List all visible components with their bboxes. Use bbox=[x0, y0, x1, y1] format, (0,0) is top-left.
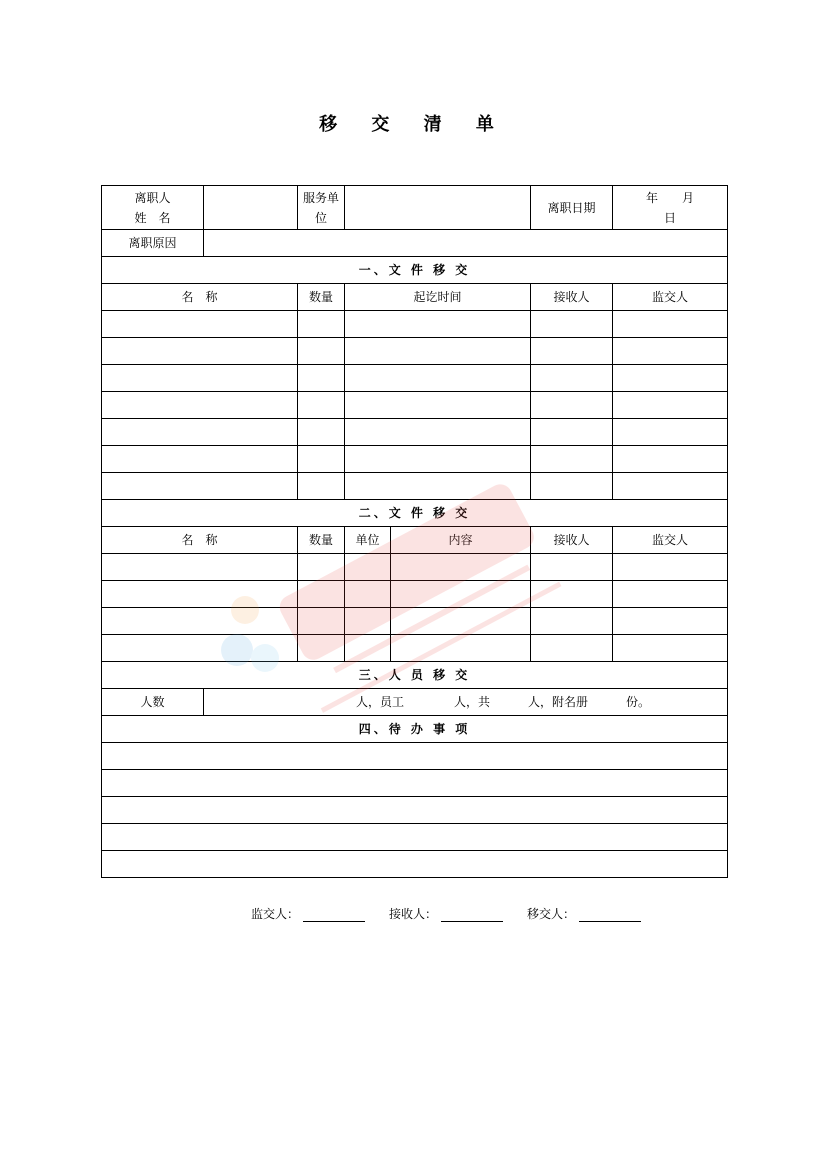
table-row bbox=[102, 338, 728, 365]
s2-cell[interactable] bbox=[613, 581, 728, 608]
todo-cell[interactable] bbox=[102, 743, 728, 770]
s2-col-content: 内容 bbox=[391, 527, 531, 554]
receiver-label: 接收人： bbox=[389, 907, 438, 921]
transferrer-label: 移交人： bbox=[527, 907, 576, 921]
s1-cell[interactable] bbox=[298, 392, 345, 419]
s1-cell[interactable] bbox=[102, 392, 298, 419]
s1-cell[interactable] bbox=[613, 338, 728, 365]
section1-title: 一、文 件 移 交 bbox=[102, 257, 728, 284]
table-row bbox=[102, 581, 728, 608]
table-row bbox=[102, 365, 728, 392]
s2-cell[interactable] bbox=[345, 581, 391, 608]
people-text-4: 份。 bbox=[626, 695, 651, 709]
page-title: 移 交 清 单 bbox=[319, 114, 508, 135]
s1-cell[interactable] bbox=[102, 311, 298, 338]
table-row bbox=[102, 419, 728, 446]
section4-title: 四、待 办 事 项 bbox=[102, 716, 728, 743]
s1-cell[interactable] bbox=[102, 446, 298, 473]
s1-cell[interactable] bbox=[298, 419, 345, 446]
s1-cell[interactable] bbox=[531, 338, 613, 365]
section2-title: 二、文 件 移 交 bbox=[102, 500, 728, 527]
s1-cell[interactable] bbox=[298, 365, 345, 392]
supervisor-line bbox=[303, 909, 365, 922]
s2-col-name: 名 称 bbox=[102, 527, 298, 554]
s1-cell[interactable] bbox=[613, 446, 728, 473]
name-label-2: 姓 名 bbox=[134, 210, 171, 225]
people-text-2: 人，共 bbox=[453, 695, 490, 709]
s1-cell[interactable] bbox=[531, 419, 613, 446]
s1-cell[interactable] bbox=[613, 473, 728, 500]
s2-cell[interactable] bbox=[613, 635, 728, 662]
table-row bbox=[102, 392, 728, 419]
section1-title-row bbox=[102, 257, 728, 284]
s1-cell[interactable] bbox=[345, 338, 531, 365]
table-row bbox=[102, 608, 728, 635]
transfer-form bbox=[101, 185, 728, 878]
todo-cell[interactable] bbox=[102, 851, 728, 878]
s2-col-qty: 数量 bbox=[298, 527, 345, 554]
s2-cell[interactable] bbox=[345, 635, 391, 662]
s1-cell[interactable] bbox=[102, 473, 298, 500]
s2-cell[interactable] bbox=[102, 554, 298, 581]
unit-label-1: 服务单 bbox=[302, 190, 339, 205]
s2-cell[interactable] bbox=[391, 635, 531, 662]
s1-cell[interactable] bbox=[613, 419, 728, 446]
name-label-1: 离职人 bbox=[134, 190, 171, 205]
s1-col-receiver: 接收人 bbox=[531, 284, 613, 311]
name-value-cell[interactable] bbox=[204, 186, 298, 230]
s2-cell[interactable] bbox=[298, 608, 345, 635]
s1-cell[interactable] bbox=[531, 311, 613, 338]
s2-cell[interactable] bbox=[531, 608, 613, 635]
s1-cell[interactable] bbox=[298, 473, 345, 500]
s1-cell[interactable] bbox=[102, 419, 298, 446]
table-row bbox=[102, 554, 728, 581]
table-row bbox=[102, 473, 728, 500]
s1-cell[interactable] bbox=[345, 392, 531, 419]
s2-cell[interactable] bbox=[391, 608, 531, 635]
todo-row bbox=[102, 743, 728, 770]
s2-cell[interactable] bbox=[298, 554, 345, 581]
s1-cell[interactable] bbox=[298, 446, 345, 473]
s1-col-name: 名 称 bbox=[102, 284, 298, 311]
section2-title-row bbox=[102, 500, 728, 527]
s2-cell[interactable] bbox=[531, 581, 613, 608]
reason-value-cell[interactable] bbox=[204, 230, 728, 257]
s1-cell[interactable] bbox=[531, 392, 613, 419]
s2-cell[interactable] bbox=[102, 635, 298, 662]
todo-row bbox=[102, 797, 728, 824]
s2-cell[interactable] bbox=[613, 608, 728, 635]
s1-cell[interactable] bbox=[531, 473, 613, 500]
unit-label-2: 位 bbox=[314, 210, 327, 225]
s1-col-qty: 数量 bbox=[298, 284, 345, 311]
s2-cell[interactable] bbox=[298, 635, 345, 662]
s1-cell[interactable] bbox=[345, 446, 531, 473]
s1-cell[interactable] bbox=[345, 473, 531, 500]
todo-cell[interactable] bbox=[102, 770, 728, 797]
s2-col-supervisor: 监交人 bbox=[613, 527, 728, 554]
s2-cell[interactable] bbox=[531, 635, 613, 662]
section2-header-row bbox=[102, 527, 728, 554]
s2-cell[interactable] bbox=[345, 554, 391, 581]
s2-cell[interactable] bbox=[613, 554, 728, 581]
s1-cell[interactable] bbox=[102, 365, 298, 392]
people-label: 人数 bbox=[102, 689, 204, 716]
table-row bbox=[102, 311, 728, 338]
people-text-1: 人，员工 bbox=[355, 695, 404, 709]
s2-cell[interactable] bbox=[391, 554, 531, 581]
s2-col-receiver: 接收人 bbox=[531, 527, 613, 554]
section3-title: 三、人 员 移 交 bbox=[102, 662, 728, 689]
s1-cell[interactable] bbox=[531, 365, 613, 392]
s1-col-supervisor: 监交人 bbox=[613, 284, 728, 311]
s2-cell[interactable] bbox=[391, 581, 531, 608]
s1-cell[interactable] bbox=[345, 365, 531, 392]
s1-cell[interactable] bbox=[345, 311, 531, 338]
unit-value-cell[interactable] bbox=[345, 186, 531, 230]
date-label-cell: 离职日期 bbox=[531, 186, 613, 230]
todo-cell[interactable] bbox=[102, 797, 728, 824]
s2-col-unit: 单位 bbox=[345, 527, 391, 554]
todo-row bbox=[102, 851, 728, 878]
table-row bbox=[102, 635, 728, 662]
date-day: 日 bbox=[663, 210, 676, 225]
reason-label-cell: 离职原因 bbox=[102, 230, 204, 257]
s2-cell[interactable] bbox=[298, 581, 345, 608]
s1-cell[interactable] bbox=[531, 446, 613, 473]
unit-label-cell bbox=[298, 186, 345, 230]
s1-cell[interactable] bbox=[102, 338, 298, 365]
supervisor-label: 监交人： bbox=[251, 907, 300, 921]
people-line[interactable] bbox=[204, 689, 728, 716]
date-year-month: 年 月 bbox=[645, 190, 694, 205]
date-value-cell[interactable] bbox=[613, 186, 728, 230]
people-row bbox=[102, 689, 728, 716]
todo-row bbox=[102, 824, 728, 851]
people-text-3: 人，附名册 bbox=[528, 695, 589, 709]
section1-header-row bbox=[102, 284, 728, 311]
s2-cell[interactable] bbox=[345, 608, 391, 635]
s1-col-period: 起讫时间 bbox=[345, 284, 531, 311]
transferrer-signature[interactable] bbox=[527, 905, 641, 922]
reason-row bbox=[102, 230, 728, 257]
s1-cell[interactable] bbox=[298, 311, 345, 338]
s2-cell[interactable] bbox=[102, 581, 298, 608]
section4-title-row bbox=[102, 716, 728, 743]
employee-row bbox=[102, 186, 728, 230]
section3-title-row bbox=[102, 662, 728, 689]
transferrer-line bbox=[579, 909, 641, 922]
s1-cell[interactable] bbox=[298, 338, 345, 365]
s2-cell[interactable] bbox=[102, 608, 298, 635]
supervisor-signature[interactable] bbox=[251, 905, 365, 922]
s1-cell[interactable] bbox=[345, 419, 531, 446]
s2-cell[interactable] bbox=[531, 554, 613, 581]
s1-cell[interactable] bbox=[613, 392, 728, 419]
receiver-signature[interactable] bbox=[389, 905, 503, 922]
name-label-cell bbox=[102, 186, 204, 230]
todo-row bbox=[102, 770, 728, 797]
table-row bbox=[102, 446, 728, 473]
receiver-line bbox=[441, 909, 503, 922]
s1-cell[interactable] bbox=[613, 311, 728, 338]
todo-cell[interactable] bbox=[102, 824, 728, 851]
s1-cell[interactable] bbox=[613, 365, 728, 392]
